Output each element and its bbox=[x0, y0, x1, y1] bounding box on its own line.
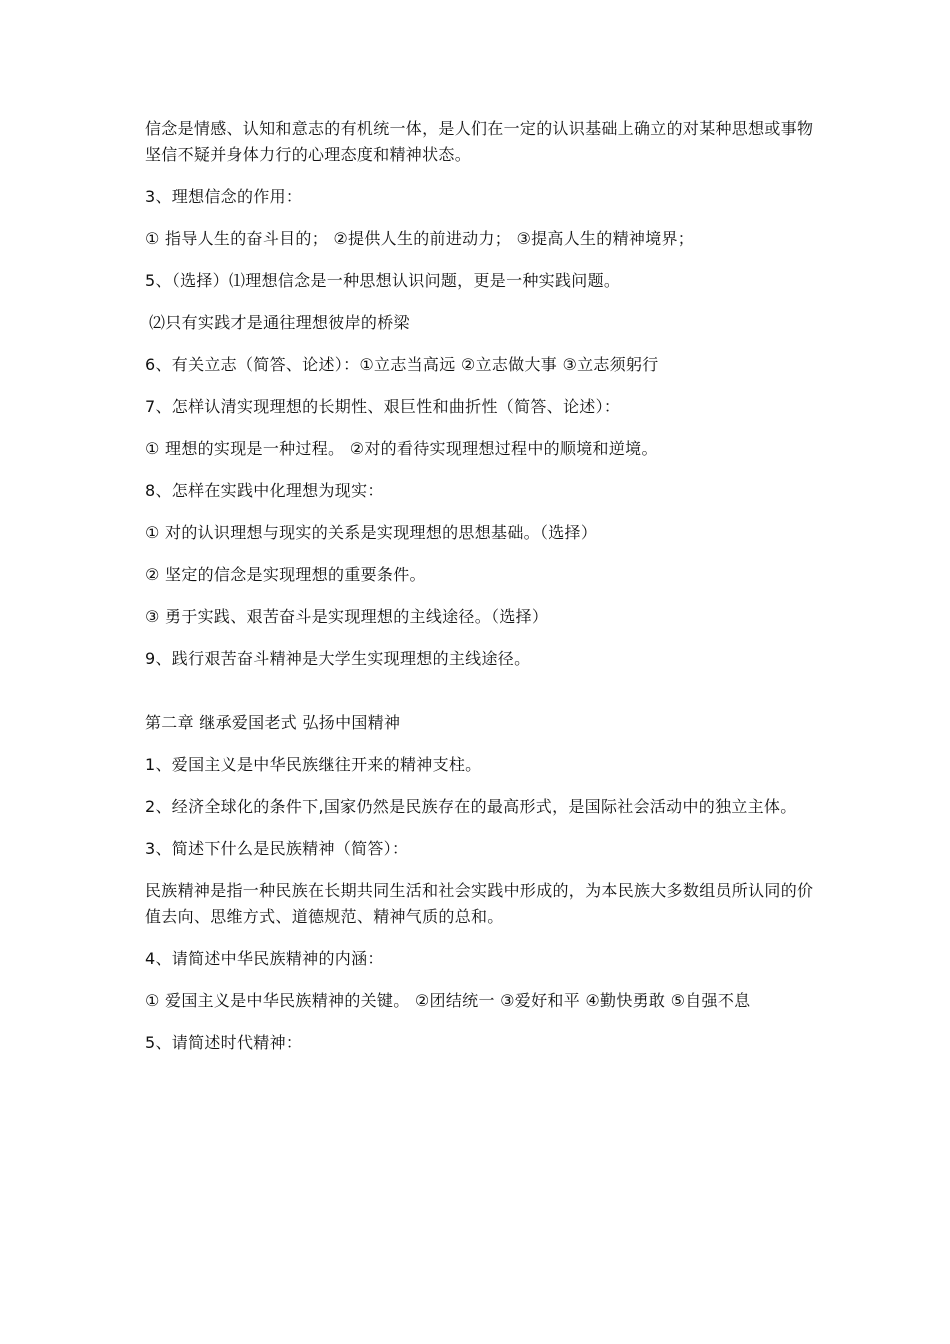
paragraph-choice-5-part2: ⑵只有实践才是通往理想彼岸的桥梁 bbox=[149, 313, 410, 332]
chapter-2-paragraph-2: 2、经济全球化的条件下,国家仍然是民族存在的最高形式，是国际社会活动中的独立主体。 bbox=[145, 797, 797, 816]
chapter-2-paragraph-1: 1、爱国主义是中华民族继往开来的精神支柱。 bbox=[145, 755, 482, 774]
chapter-2-paragraph-6: ① 爱国主义是中华民族精神的关键。 ②团结统一 ③爱好和平 ④勤快勇敢 ⑤自强不息 bbox=[145, 991, 751, 1010]
chapter-2-paragraph-4: 民族精神是指一种民族在长期共同生活和社会实践中形成的，为本民族大多数组员所认同的价值去向、思维方式、道德规范、精神气质的总和。 bbox=[145, 881, 814, 926]
list-practice-item-2: ② 坚定的信念是实现理想的重要条件。 bbox=[145, 565, 426, 584]
paragraph-belief-definition: 信念是情感、认知和意志的有机统一体，是人们在一定的认识基础上确立的对某种思想或事物坚信不疑并身体力行的心理态度和精神状态。 bbox=[145, 119, 814, 164]
chapter-2-title: 第二章 继承爱国老式 弘扬中国精神 bbox=[145, 713, 401, 732]
chapter-2-paragraph-5: 4、请简述中华民族精神的内涵： bbox=[145, 949, 384, 968]
paragraph-hard-work: 9、践行艰苦奋斗精神是大学生实现理想的主线途径。 bbox=[145, 649, 531, 668]
heading-practice: 8、怎样在实践中化理想为现实： bbox=[145, 481, 384, 500]
document-body bbox=[145, 116, 815, 1072]
list-practice-item-1: ① 对的认识理想与现实的关系是实现理想的思想基础。（选择） bbox=[145, 523, 598, 542]
chapter-2-paragraph-3: 3、简述下什么是民族精神（简答）： bbox=[145, 839, 409, 858]
list-practice-item-3: ③ 勇于实践、艰苦奋斗是实现理想的主线途径。（选择） bbox=[145, 607, 549, 626]
paragraph-aspiration: 6、有关立志（简答、论述）：①立志当高远 ②立志做大事 ③立志须躬行 bbox=[145, 355, 659, 374]
heading-ideal-role: 3、理想信念的作用： bbox=[145, 187, 303, 206]
heading-ideal-realization: 7、怎样认清实现理想的长期性、艰巨性和曲折性（简答、论述）： bbox=[145, 397, 621, 416]
list-ideal-realization-items: ① 理想的实现是一种过程。 ②对的看待实现理想过程中的顺境和逆境。 bbox=[145, 439, 658, 458]
chapter-2-paragraph-7: 5、请简述时代精神： bbox=[145, 1033, 303, 1052]
list-ideal-role-items: ① 指导人生的奋斗目的； ②提供人生的前进动力； ③提高人生的精神境界； bbox=[145, 229, 695, 248]
paragraph-choice-5: 5、（选择）⑴理想信念是一种思想认识问题，更是一种实践问题。 bbox=[145, 271, 621, 290]
